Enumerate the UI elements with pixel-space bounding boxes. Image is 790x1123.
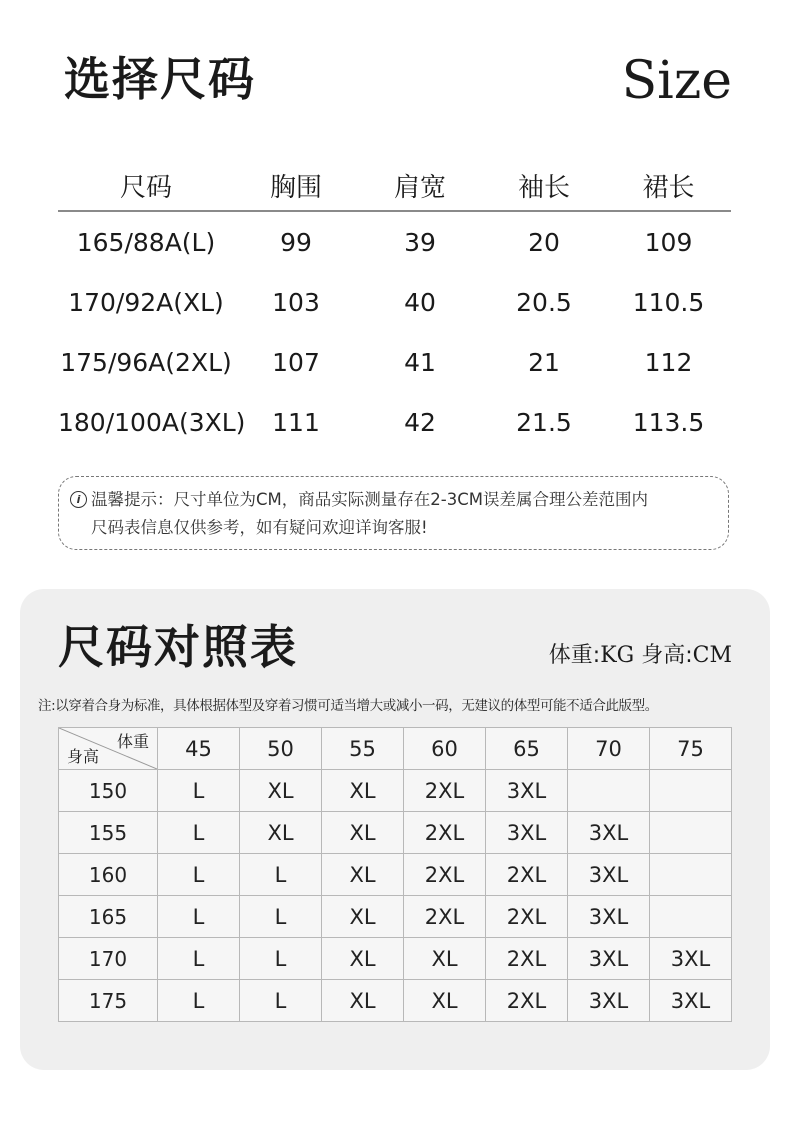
size-cell: L [240, 854, 322, 896]
chest-cell: 103 [272, 287, 320, 317]
size-cell: 170/92A(XL) [68, 287, 224, 317]
size-cell [650, 770, 732, 812]
height-unit-label: 身高: [634, 643, 693, 668]
table-row [59, 812, 732, 854]
size-cell: XL [322, 896, 404, 938]
size-cell: XL [404, 938, 486, 980]
height-header: 170 [59, 938, 158, 980]
length-cell: 110.5 [632, 287, 705, 317]
chest-cell: 107 [272, 347, 320, 377]
weight-header: 55 [322, 728, 404, 770]
page-title-en: Size [621, 51, 732, 111]
notice-line-1: 温馨提示：尺寸单位为CM，商品实际测量存在2-3CM误差属合理公差范围内 [91, 490, 648, 509]
size-cell [650, 812, 732, 854]
size-cell: L [240, 938, 322, 980]
sleeve-cell: 20 [528, 227, 560, 257]
weight-unit-label: 体重: [548, 643, 601, 668]
size-cell: 2XL [404, 812, 486, 854]
size-cell: 3XL [650, 980, 732, 1022]
weight-header: 60 [404, 728, 486, 770]
shoulder-cell: 42 [404, 407, 436, 437]
shoulder-cell: 41 [404, 347, 436, 377]
weight-header: 50 [240, 728, 322, 770]
size-cell: XL [322, 770, 404, 812]
info-icon: i [70, 491, 87, 508]
size-cell: L [158, 938, 240, 980]
size-cell: XL [404, 980, 486, 1022]
sleeve-cell: 21 [528, 347, 560, 377]
height-header: 150 [59, 770, 158, 812]
size-cell: 180/100A(3XL) [58, 407, 246, 437]
corner-cell [59, 728, 158, 770]
size-cell: 2XL [486, 896, 568, 938]
weight-header: 70 [568, 728, 650, 770]
header-size: 尺码 [119, 172, 172, 203]
length-cell: 109 [644, 227, 693, 257]
table-row [59, 770, 732, 812]
header-sleeve: 袖长 [517, 172, 570, 203]
chest-cell: 111 [272, 407, 320, 437]
size-cell: L [158, 770, 240, 812]
size-cell: L [240, 980, 322, 1022]
weight-header: 65 [486, 728, 568, 770]
size-cell: 175/96A(2XL) [60, 347, 232, 377]
size-cell: 3XL [486, 812, 568, 854]
size-cell: 165/88A(L) [76, 227, 216, 257]
size-cell: 3XL [568, 938, 650, 980]
header-shoulder: 肩宽 [393, 172, 446, 203]
size-cell: 3XL [568, 854, 650, 896]
size-cell: L [158, 854, 240, 896]
table-row [59, 938, 732, 980]
size-cell: 2XL [486, 938, 568, 980]
table-row [59, 896, 732, 938]
page-title: 选择尺码 [64, 52, 256, 106]
reference-title: 尺码对照表 [58, 620, 298, 674]
chest-cell: 99 [280, 227, 312, 257]
header-chest: 胸围 [269, 172, 322, 203]
size-table [58, 160, 731, 452]
weight-unit: KG [600, 643, 635, 668]
weight-header: 45 [158, 728, 240, 770]
size-cell: XL [322, 980, 404, 1022]
header-length: 裙长 [642, 172, 695, 203]
size-cell: XL [240, 812, 322, 854]
height-unit: CM [692, 643, 732, 668]
size-cell: L [158, 980, 240, 1022]
length-cell: 113.5 [632, 407, 705, 437]
height-header: 175 [59, 980, 158, 1022]
size-cell: 2XL [404, 854, 486, 896]
size-cell: 2XL [486, 980, 568, 1022]
table-row [58, 332, 731, 392]
size-cell: 3XL [568, 980, 650, 1022]
size-cell: 3XL [650, 938, 732, 980]
weight-header-row [59, 728, 732, 770]
size-cell: XL [322, 938, 404, 980]
notice-line-2: 尺码表信息仅供参考，如有疑问欢迎详询客服! [91, 518, 428, 537]
table-row [58, 392, 731, 452]
size-table-header [58, 160, 731, 212]
size-notice [58, 476, 729, 550]
size-cell: XL [240, 770, 322, 812]
size-cell: 3XL [568, 896, 650, 938]
corner-weight-label: 体重 [116, 732, 149, 751]
length-cell: 112 [644, 347, 693, 377]
size-cell: 2XL [486, 854, 568, 896]
size-cell: L [158, 812, 240, 854]
table-row [58, 272, 731, 332]
size-cell: XL [322, 812, 404, 854]
table-row [58, 212, 731, 272]
size-cell: 2XL [404, 770, 486, 812]
size-cell [568, 770, 650, 812]
size-cell: L [158, 896, 240, 938]
size-cell: XL [322, 854, 404, 896]
corner-height-label: 身高 [67, 747, 100, 766]
size-cell: 3XL [568, 812, 650, 854]
table-row [59, 980, 732, 1022]
reference-note: 注:以穿着合身为标准，具体根据体型及穿着习惯可适当增大或减小一码，无建议的体型可能不适合此版型。 [38, 698, 658, 714]
sleeve-cell: 20.5 [516, 287, 572, 317]
table-row [59, 854, 732, 896]
height-header: 160 [59, 854, 158, 896]
height-header: 155 [59, 812, 158, 854]
sleeve-cell: 21.5 [516, 407, 572, 437]
weight-header: 75 [650, 728, 732, 770]
size-cell: L [240, 896, 322, 938]
size-cell [650, 896, 732, 938]
shoulder-cell: 39 [404, 227, 436, 257]
shoulder-cell: 40 [404, 287, 436, 317]
height-header: 165 [59, 896, 158, 938]
size-cell: 2XL [404, 896, 486, 938]
size-cell [650, 854, 732, 896]
size-cell: 3XL [486, 770, 568, 812]
unit-label [549, 638, 732, 669]
reference-table [58, 727, 732, 1022]
